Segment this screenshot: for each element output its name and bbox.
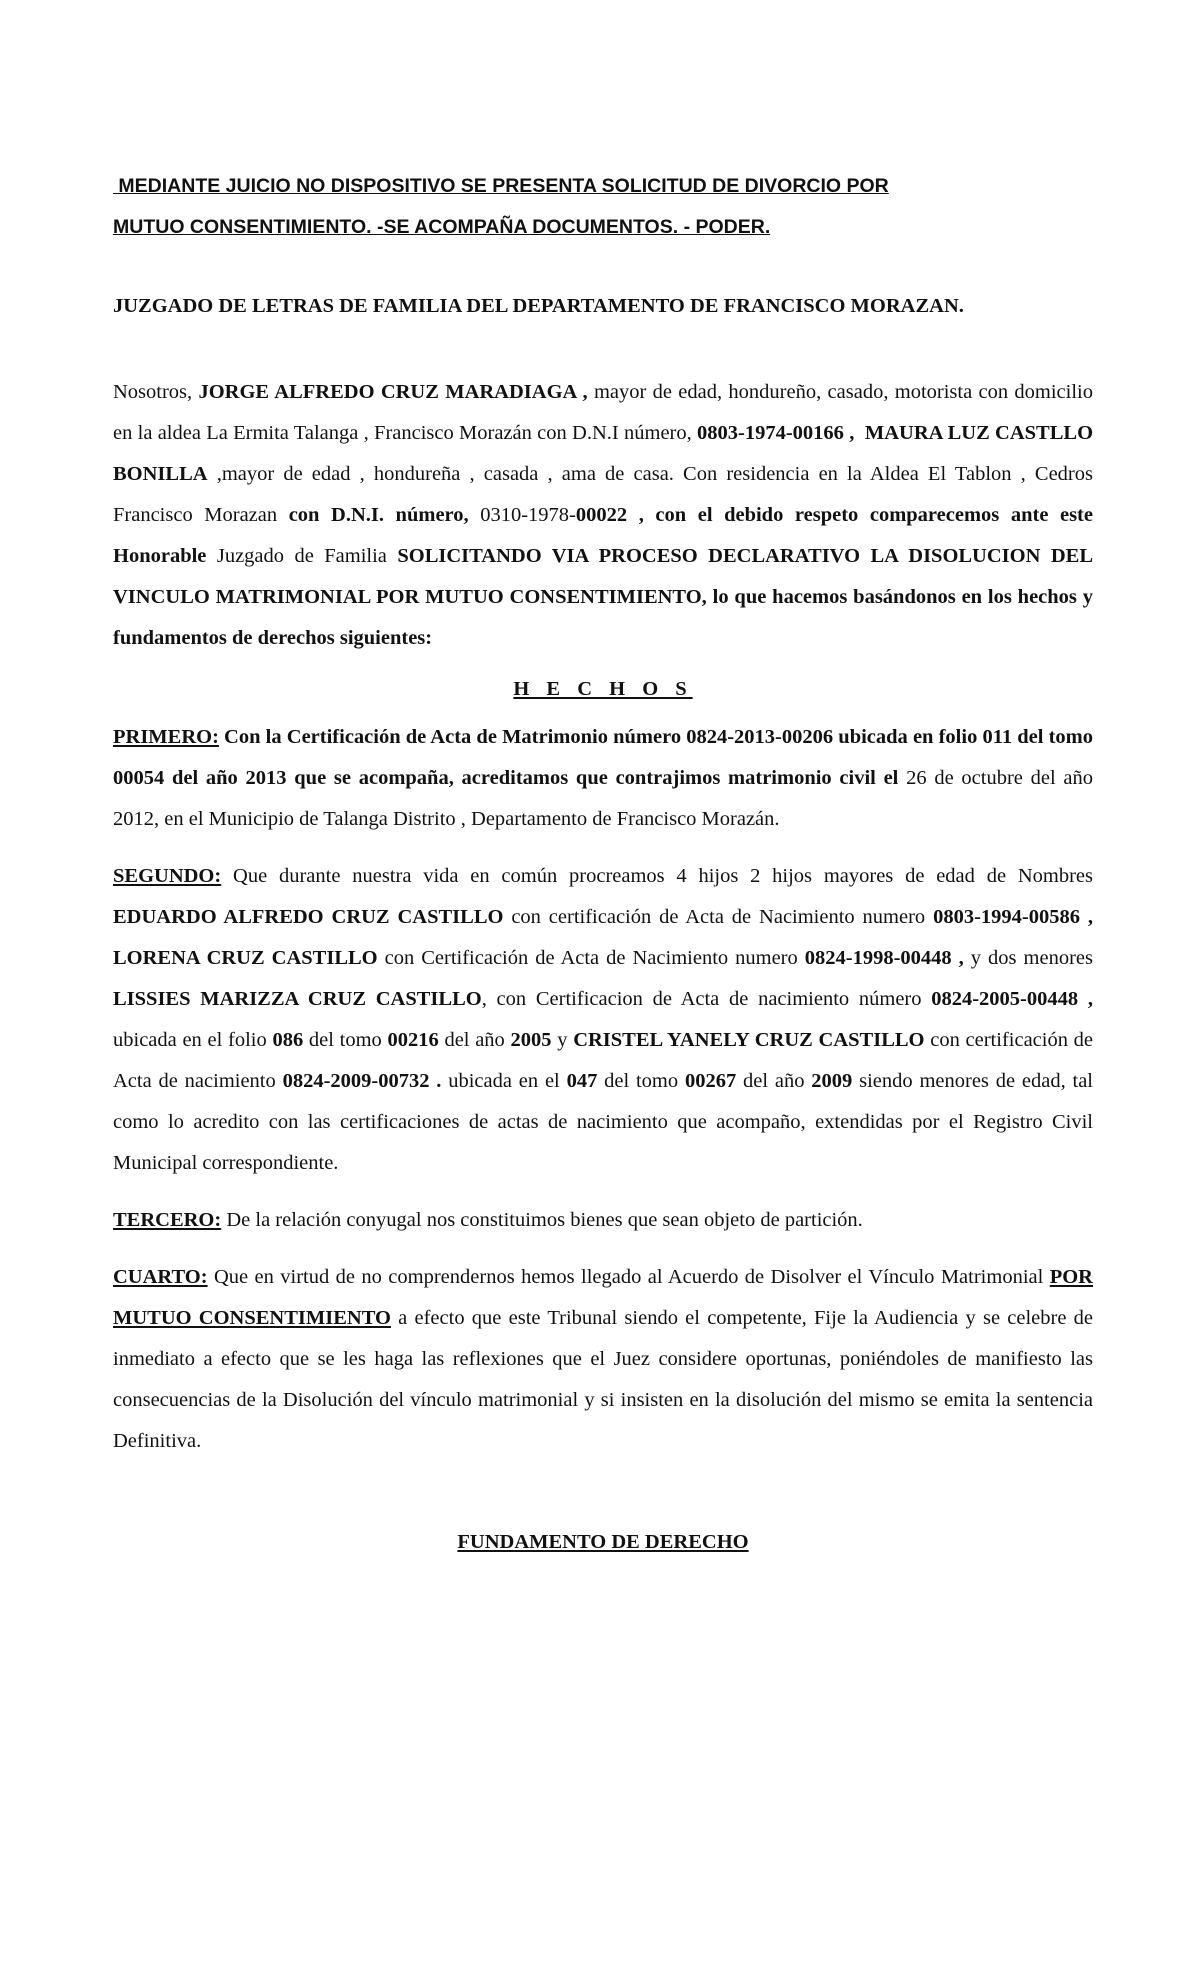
document-page bbox=[113, 166, 1093, 1562]
child-2-cert-number: 0824-1998-00448 , bbox=[804, 947, 964, 969]
child-4-year: 2009 bbox=[811, 1070, 853, 1092]
child-4-name: CRISTEL YANELY CRUZ CASTILLO bbox=[573, 1029, 925, 1051]
heading-line-1: MEDIANTE JUICIO NO DISPOSITIVO SE PRESENTA SOLICITUD DE DIVORCIO POR bbox=[113, 175, 889, 197]
petitioner-2-name: MAURA LUZ CASTLLO BONILLA bbox=[113, 422, 1094, 485]
intro-text-3 bbox=[854, 422, 865, 444]
segundo-paragraph bbox=[113, 856, 1093, 1184]
segundo-text-5: , con Certificacion de Acta de nacimiento número bbox=[481, 988, 932, 1010]
child-1-cert-number: 0803-1994-00586 , LORENA CRUZ CASTILLO bbox=[113, 906, 1093, 969]
intro-text-5: 0310-1978- bbox=[468, 504, 576, 526]
petitioner-1-dni: 0803-1974-00166 , bbox=[697, 422, 855, 444]
tercero-label: TERCERO: bbox=[113, 1209, 222, 1231]
child-4-folio: 047 bbox=[566, 1070, 598, 1092]
child-4-cert-number: 0824-2009-00732 . bbox=[282, 1070, 442, 1092]
segundo-text-13: del año bbox=[736, 1070, 812, 1092]
segundo-text-12: del tomo bbox=[597, 1070, 685, 1092]
child-3-cert-number: 0824-2005-00448 , bbox=[931, 988, 1093, 1010]
segundo-text-9: y bbox=[551, 1029, 574, 1051]
primero-label: PRIMERO: bbox=[113, 726, 219, 748]
segundo-label: SEGUNDO: bbox=[113, 865, 222, 887]
primero-bold: Con la Certificación de Acta de Matrimonio número 0824-2013-00206 ubicada en folio 011 del tomo 00054 del año 2013 que se acompaña, acreditamos que contrajimos matrimonio civil el bbox=[113, 726, 1093, 789]
primero-paragraph bbox=[113, 717, 1093, 840]
tercero-text: De la relación conyugal nos constituimos bienes que sean objeto de partición. bbox=[221, 1209, 863, 1231]
intro-text-6: Juzgado de Familia bbox=[206, 545, 398, 567]
intro-text-1: Nosotros, bbox=[113, 381, 199, 403]
segundo-text-14: siendo menores de edad, tal como lo acredito con las certificaciones de actas de nacimiento que acompaño, extendidas por el Registro Civil Municipal correspondiente. bbox=[113, 1070, 1093, 1174]
segundo-text-1: Que durante nuestra vida en común procreamos 4 hijos 2 hijos mayores de edad de Nombres bbox=[221, 865, 1093, 887]
child-3-tomo: 00216 bbox=[387, 1029, 439, 1051]
cuarto-paragraph bbox=[113, 1257, 1093, 1462]
child-3-folio: 086 bbox=[272, 1029, 304, 1051]
document-heading bbox=[113, 166, 1093, 248]
petitioner-1-name: JORGE ALFREDO CRUZ MARADIAGA , bbox=[198, 381, 588, 403]
intro-text-2: mayor de edad, hondureño, casado, motorista con domicilio en la aldea La Ermita Talanga , Francisco Morazán con D.N.I número, bbox=[113, 381, 1093, 444]
heading-line-2: MUTUO CONSENTIMIENTO. -SE ACOMPAÑA DOCUMENTOS. - PODER. bbox=[113, 216, 771, 238]
cuarto-bold-underlined: POR MUTUO CONSENTIMIENTO bbox=[113, 1266, 1093, 1329]
intro-text-4: ,mayor de edad , hondureña , casada , ama de casa. Con residencia en la Aldea El Tablon , Cedros Francisco Morazan bbox=[113, 463, 1093, 526]
segundo-text-10: con certificación de Acta de nacimiento bbox=[113, 1029, 1094, 1092]
tercero-paragraph bbox=[113, 1200, 1093, 1241]
cuarto-text-2: a efecto que este Tribunal siendo el competente, Fije la Audiencia y se celebre de inmediato a efecto que se les haga las reflexiones que el Juez considere oportunas, poniéndoles de manifiesto las consecuencias de la Disolución del vínculo matrimonial y si insisten en la disolución del mismo se emita la sentencia Definitiva. bbox=[113, 1307, 1094, 1452]
segundo-text-7: del tomo bbox=[303, 1029, 388, 1051]
court-name: JUZGADO DE LETRAS DE FAMILIA DEL DEPARTAMENTO DE FRANCISCO MORAZAN. bbox=[113, 295, 964, 317]
child-3-year: 2005 bbox=[510, 1029, 552, 1051]
segundo-text-6: ubicada en el folio bbox=[113, 1029, 273, 1051]
child-4-tomo: 00267 bbox=[684, 1070, 737, 1092]
intro-bold-2: 00022 , con el debido respeto comparecemos ante este Honorable bbox=[113, 504, 1093, 567]
segundo-text-8: del año bbox=[438, 1029, 511, 1051]
cuarto-text-1: Que en virtud de no comprendernos hemos llegado al Acuerdo de Disolver el Vínculo Matrimonial bbox=[207, 1266, 1050, 1288]
fundamento-title: FUNDAMENTO DE DERECHO bbox=[457, 1531, 749, 1553]
intro-bold-1: con D.N.I. número, bbox=[288, 504, 469, 526]
segundo-text-3: con Certificación de Acta de Nacimiento numero bbox=[377, 947, 805, 969]
cuarto-label: CUARTO: bbox=[113, 1266, 208, 1288]
child-3-name: LISSIES MARIZZA CRUZ CASTILLO bbox=[113, 988, 482, 1010]
intro-paragraph bbox=[113, 372, 1093, 659]
segundo-text-11: ubicada en el bbox=[441, 1070, 567, 1092]
primero-text: 26 de octubre del año 2012, en el Municipio de Talanga Distrito , Departamento de Francisco Morazán. bbox=[113, 767, 1093, 830]
hechos-title: H E C H O S bbox=[513, 678, 693, 700]
segundo-text-2: con certificación de Acta de Nacimiento numero bbox=[503, 906, 934, 928]
intro-bold-3: SOLICITANDO VIA PROCESO DECLARATIVO LA DISOLUCION DEL VINCULO MATRIMONIAL POR MUTUO CONSENTIMIENTO, lo que hacemos basándonos en los hechos y fundamentos de derechos siguientes: bbox=[113, 545, 1093, 649]
segundo-text-4: y dos menores bbox=[963, 947, 1093, 969]
child-1-name: EDUARDO ALFREDO CRUZ CASTILLO bbox=[113, 906, 504, 928]
